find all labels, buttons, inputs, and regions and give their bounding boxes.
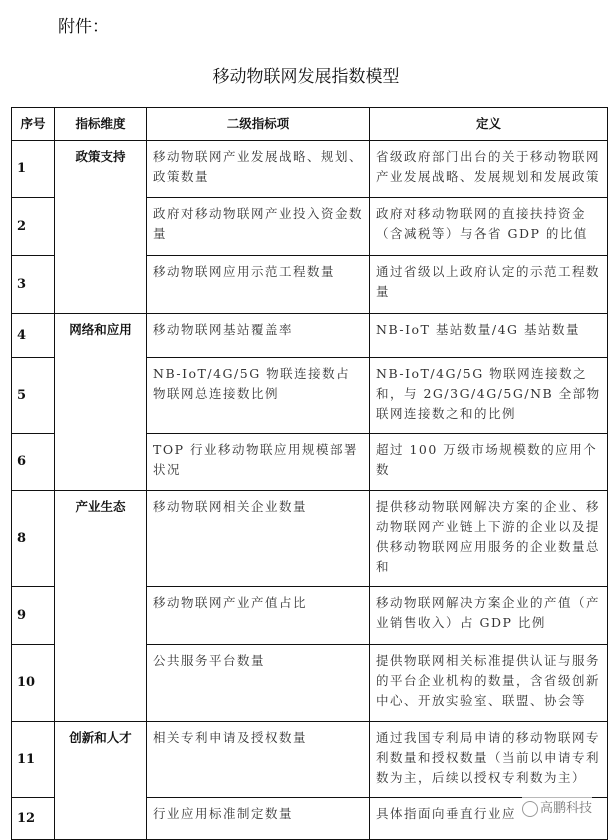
header-definition: 定义 (370, 108, 608, 141)
row-number: 5 (12, 358, 55, 434)
header-dimension: 指标维度 (55, 108, 147, 141)
header-item: 二级指标项 (147, 108, 370, 141)
definition-cell: 超过 100 万级市场规模数的应用个数 (370, 434, 608, 491)
definition-cell: 移动物联网解决方案企业的产值（产业销售收入）占 GDP 比例 (370, 587, 608, 645)
watermark-text: 高鹏科技 (540, 801, 593, 816)
row-number: 11 (12, 722, 55, 798)
row-number: 9 (12, 587, 55, 645)
watermark (522, 797, 592, 817)
indicator-item: 公共服务平台数量 (147, 645, 370, 722)
indicator-item: 相关专利申请及授权数量 (147, 722, 370, 798)
indicator-item: 移动物联网相关企业数量 (147, 491, 370, 587)
table-header-row (12, 108, 608, 141)
indicator-item: NB-IoT/4G/5G 物联连接数占物联网总连接数比例 (147, 358, 370, 434)
table-row (12, 314, 608, 358)
table-row (12, 491, 608, 587)
indicator-item: 移动物联网产业发展战略、规划、政策数量 (147, 141, 370, 198)
wechat-icon (522, 801, 538, 817)
definition-cell: NB-IoT 基站数量/4G 基站数量 (370, 314, 608, 358)
row-number: 3 (12, 256, 55, 314)
definition-cell: 提供物联网相关标准提供认证与服务的平台企业机构的数量，含省级创新中心、开放实验室、联盟、协会等 (370, 645, 608, 722)
indicator-item: 移动物联网基站覆盖率 (147, 314, 370, 358)
indicator-item: 行业应用标准制定数量 (147, 798, 370, 840)
definition-cell: 政府对移动物联网的直接扶持资金（含减税等）与各省 GDP 的比值 (370, 198, 608, 256)
row-number: 2 (12, 198, 55, 256)
indicator-item: TOP 行业移动物联应用规模部署状况 (147, 434, 370, 491)
indicator-item: 移动物联网产业产值占比 (147, 587, 370, 645)
indicator-item: 移动物联网应用示范工程数量 (147, 256, 370, 314)
table-row (12, 141, 608, 198)
dimension-cell: 政策支持 (55, 141, 147, 314)
definition-cell: 具体指面向垂直行业应 (370, 798, 608, 840)
row-number: 10 (12, 645, 55, 722)
dimension-cell: 创新和人才 (55, 722, 147, 840)
definition-cell: 通过省级以上政府认定的示范工程数量 (370, 256, 608, 314)
definition-cell: 省级政府部门出台的关于移动物联网产业发展战略、发展规划和发展政策 (370, 141, 608, 198)
indicator-item: 政府对移动物联网产业投入资金数量 (147, 198, 370, 256)
document-title: 移动物联网发展指数模型 (212, 67, 400, 87)
definition-cell: 提供移动物联网解决方案的企业、移动物联网产业链上下游的企业以及提供移动物联网应用服务的企业数量总和 (370, 491, 608, 587)
row-number: 8 (12, 491, 55, 587)
definition-cell: NB-IoT/4G/5G 物联网连接数之和，与 2G/3G/4G/5G/NB 全部物联网连接数之和的比例 (370, 358, 608, 434)
dimension-cell: 产业生态 (55, 491, 147, 722)
header-no: 序号 (12, 108, 55, 141)
index-model-table (11, 107, 608, 840)
table-row (12, 722, 608, 798)
row-number: 4 (12, 314, 55, 358)
row-number: 6 (12, 434, 55, 491)
row-number: 1 (12, 141, 55, 198)
attachment-label: 附件： (58, 17, 109, 37)
row-number: 12 (12, 798, 55, 840)
dimension-cell: 网络和应用 (55, 314, 147, 491)
definition-cell: 通过我国专利局申请的移动物联网专利数量和授权数量（当前以申请专利数为主，后续以授权专利数为主） (370, 722, 608, 798)
